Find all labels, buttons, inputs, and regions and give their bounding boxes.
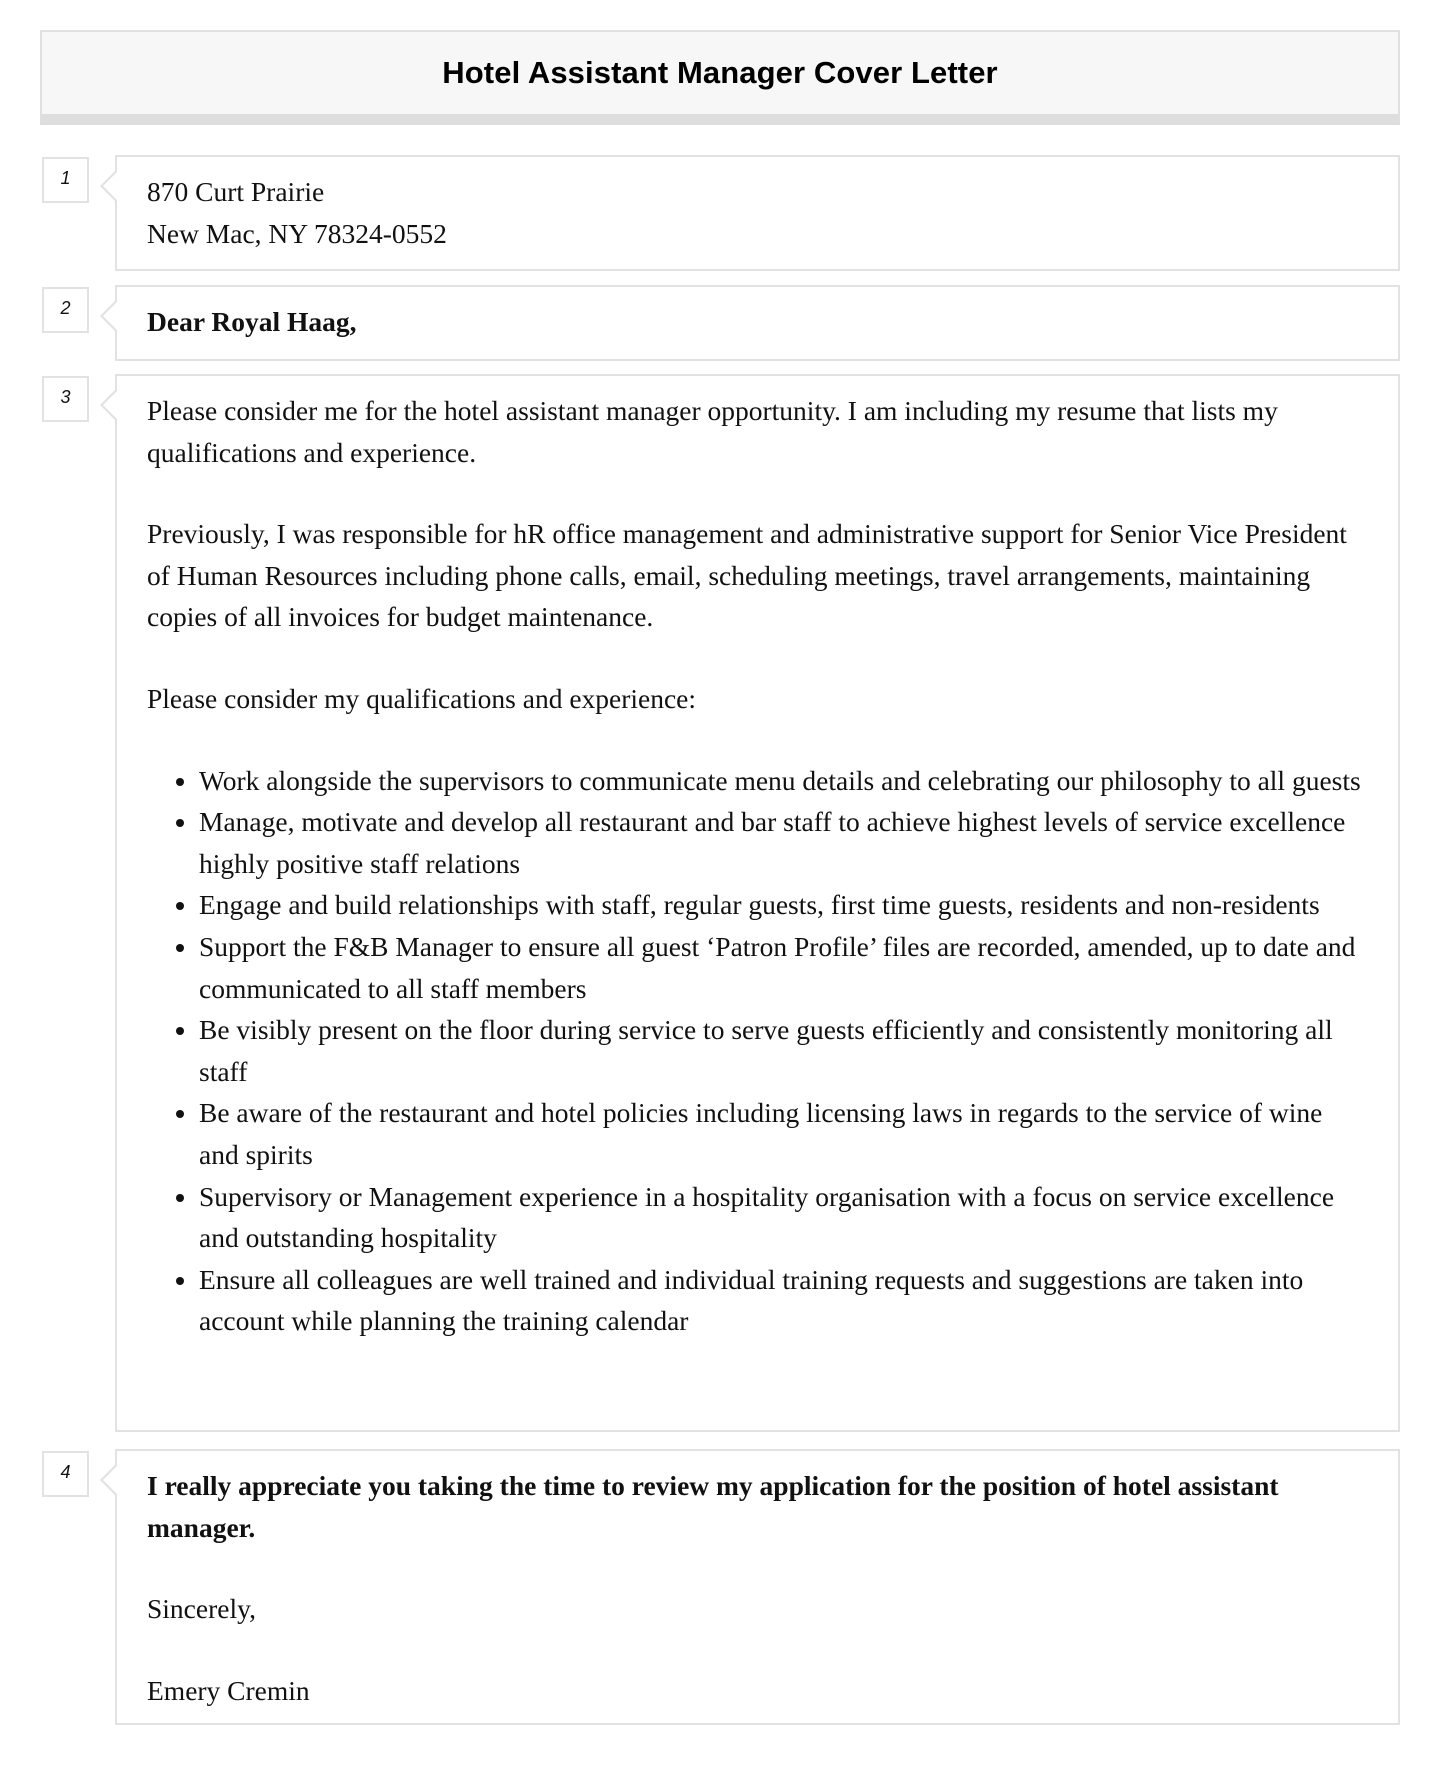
closing-statement: I really appreciate you taking the time to review my application for the position of hotel assistant manager.	[147, 1470, 1279, 1543]
list-item: • Ensure all colleagues are well trained and individual training requests and suggestions are taken into account while planning the training calendar	[199, 1259, 1368, 1342]
section-number: 2	[42, 287, 89, 333]
list-item: • Supervisory or Management experience in a hospitality organisation with a focus on service excellence and outstanding hospitality	[199, 1176, 1368, 1259]
list-item: • Be visibly present on the floor during service to serve guests efficiently and consistently monitoring all staff	[199, 1009, 1368, 1092]
list-item: • Manage, motivate and develop all restaurant and bar staff to achieve highest levels of service excellence highly positive staff relations	[199, 801, 1368, 884]
body-paragraph: Previously, I was responsible for hR office management and administrative support for Senior Vice President of Human Resources including phone calls, email, scheduling meetings, travel arrangements, maintaining copies of all invoices for budget maintenance.	[147, 518, 1347, 633]
closing-card	[115, 1449, 1400, 1725]
page-title: Hotel Assistant Manager Cover Letter	[442, 55, 998, 90]
list-item: • Work alongside the supervisors to communicate menu details and celebrating our philosophy to all guests	[199, 760, 1368, 802]
greeting-card	[115, 285, 1400, 361]
qualifications-list	[147, 760, 1368, 1342]
address-line-2: New Mac, NY 78324-0552	[147, 217, 447, 249]
section-number: 1	[42, 157, 89, 203]
sign-off: Sincerely,	[147, 1593, 256, 1625]
section-number: 4	[42, 1451, 89, 1497]
body-paragraph: Please consider my qualifications and experience:	[147, 682, 697, 714]
list-item: • Support the F&B Manager to ensure all guest ‘Patron Profile’ files are recorded, amended, up to date and communicated to all staff members	[199, 926, 1368, 1009]
greeting: Dear Royal Haag,	[147, 306, 357, 337]
signature: Emery Cremin	[147, 1674, 310, 1706]
body-paragraph: Please consider me for the hotel assistant manager opportunity. I am including my resume that lists my qualifications and experience.	[147, 395, 1278, 468]
list-item: • Be aware of the restaurant and hotel policies including licensing laws in regards to the service of wine and spirits	[199, 1092, 1368, 1175]
list-item: • Engage and build relationships with staff, regular guests, first time guests, residents and non-residents	[199, 884, 1368, 926]
body-card	[115, 374, 1400, 1432]
section-number: 3	[42, 376, 89, 422]
address-line-1: 870 Curt Prairie	[147, 176, 325, 207]
document-header	[40, 30, 1400, 125]
address-card	[115, 155, 1400, 271]
